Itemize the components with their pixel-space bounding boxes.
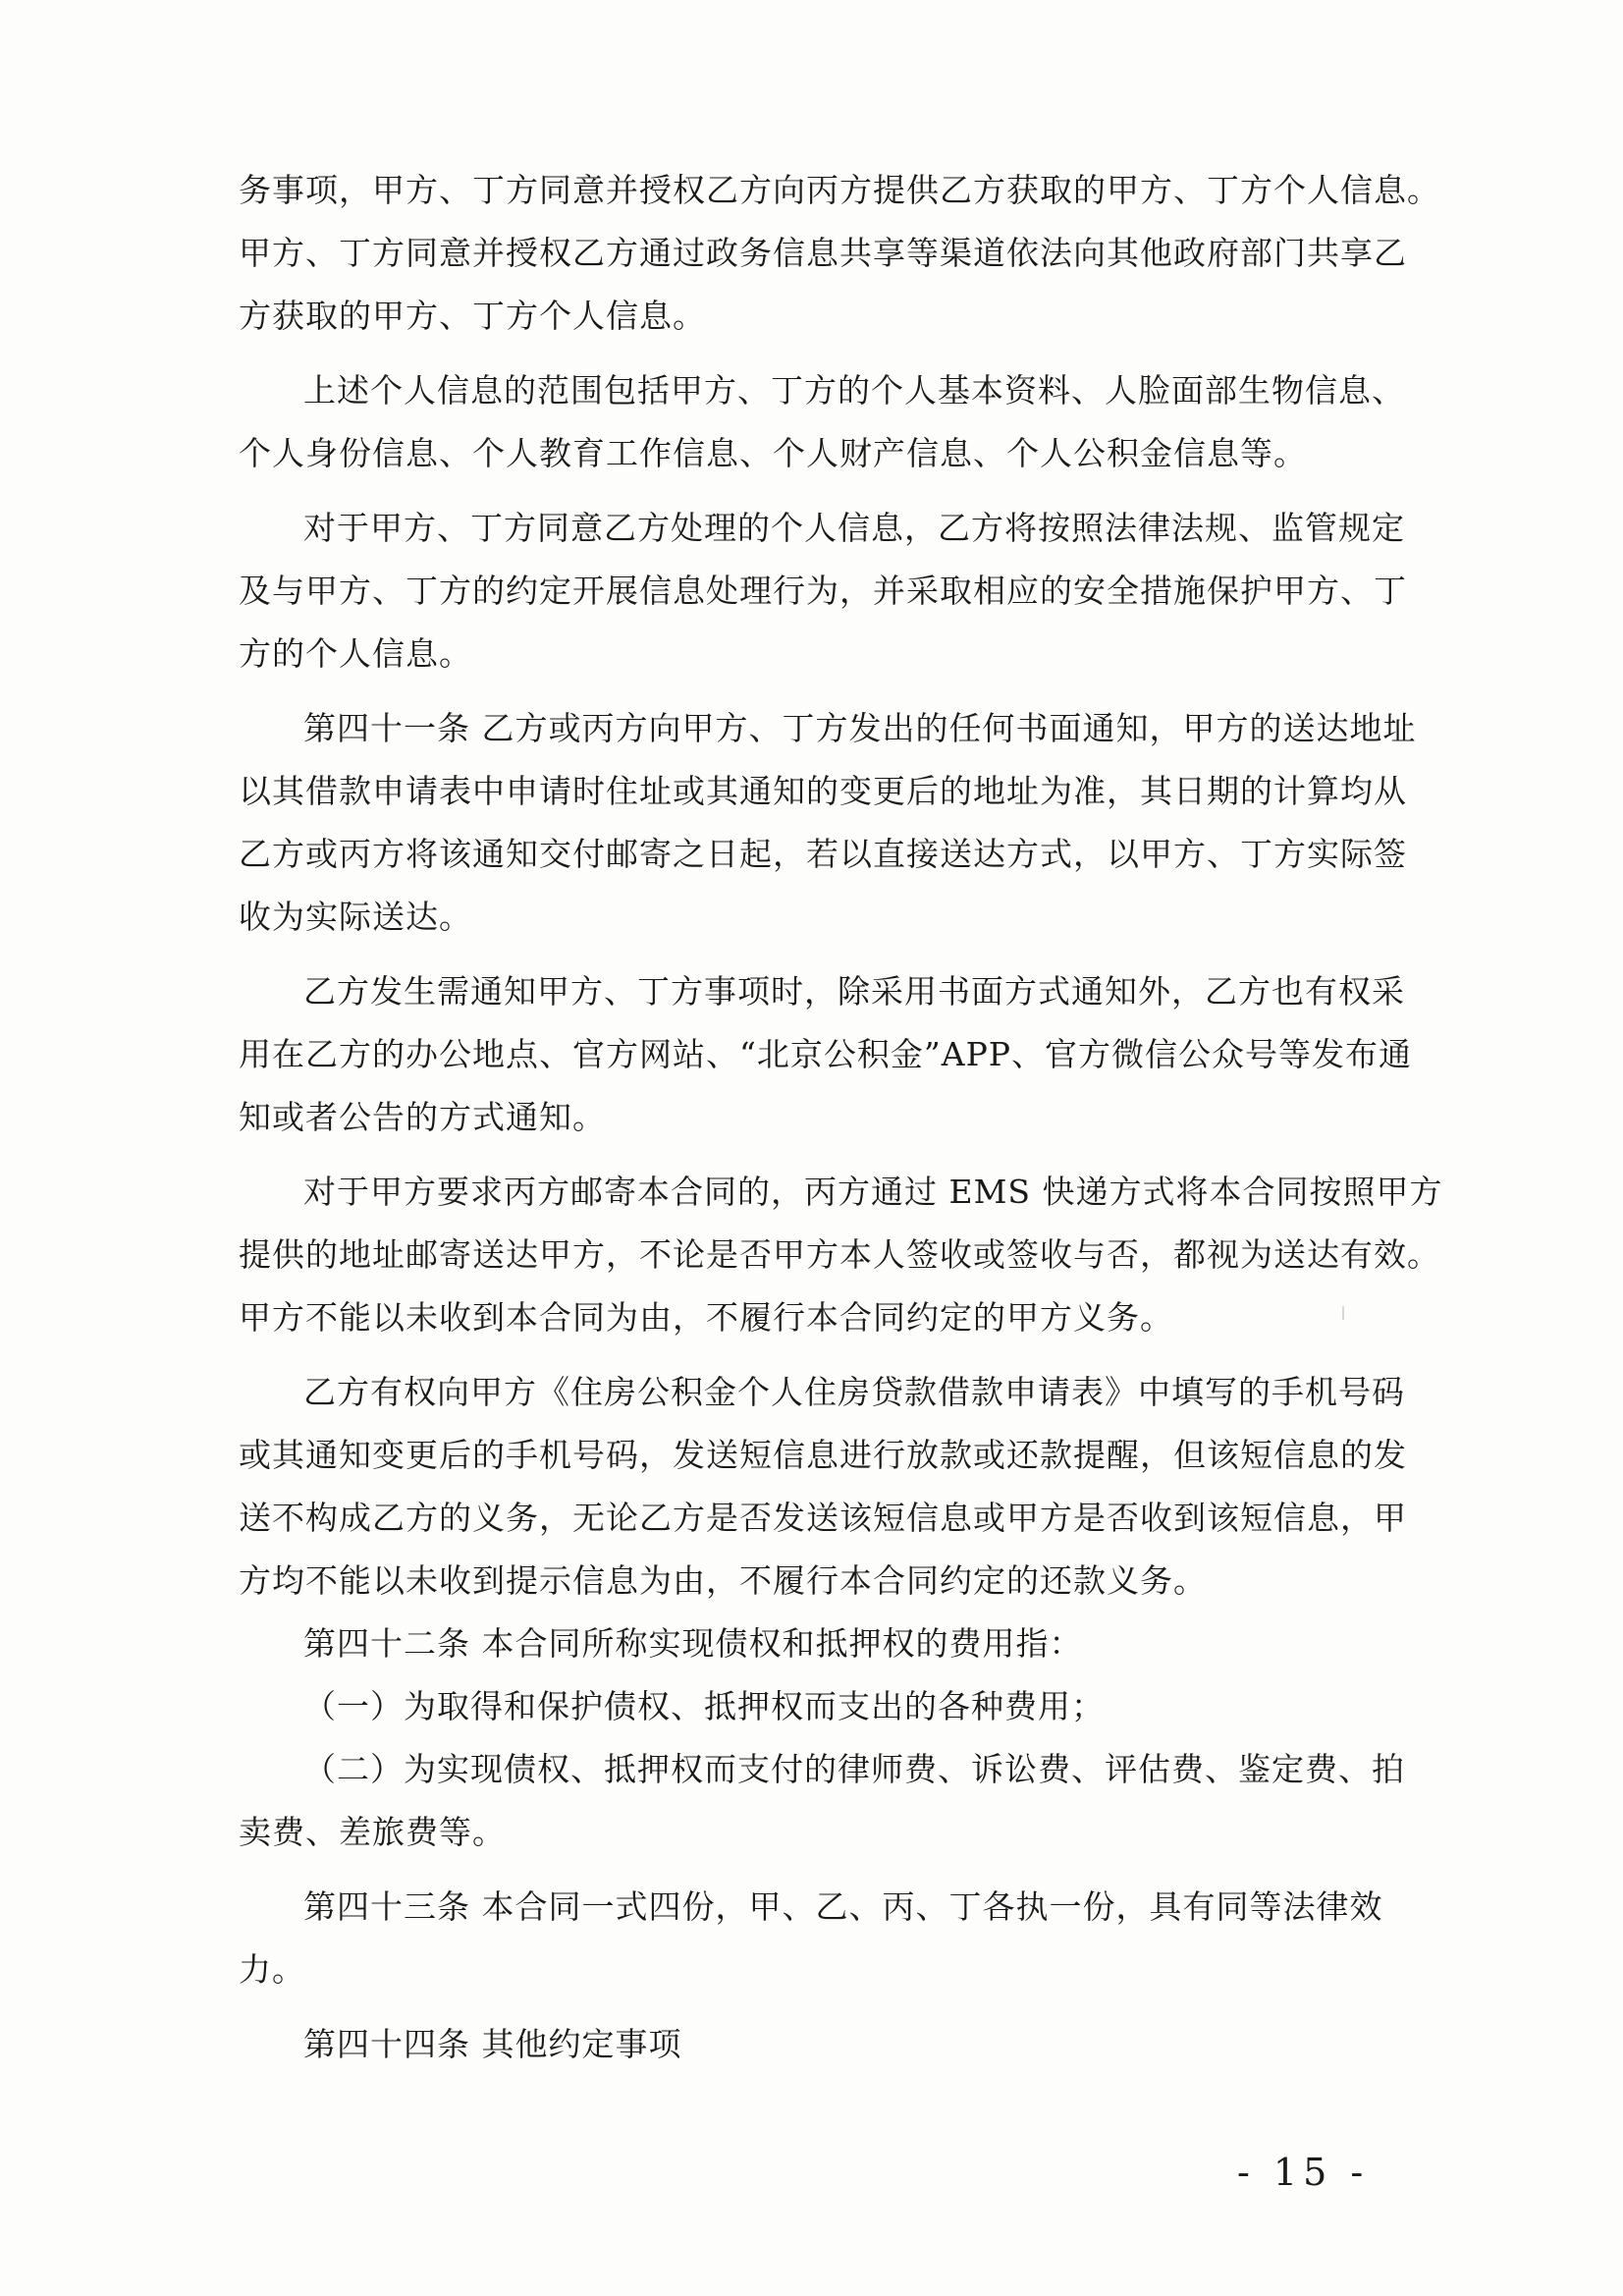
text-line: 卖费、差旅费等。 [239,1813,506,1851]
text-line: 乙方或丙方将该通知交付邮寄之日起，若以直接送达方式，以甲方、丁方实际签 [239,835,1407,873]
text-line: 用在乙方的办公地点、官方网站、“北京公积金”APP、官方微信公众号等发布通 [239,1035,1412,1073]
text-line: 乙方有权向甲方《住房公积金个人住房贷款借款申请表》中填写的手机号码 [303,1373,1405,1411]
text-line: 送不构成乙方的义务，无论乙方是否发送该短信息或甲方是否收到该短信息，甲 [239,1499,1407,1537]
text-line: 收为实际送达。 [239,898,472,936]
text-line: 以其借款申请表中申请时住址或其通知的变更后的地址为准，其日期的计算均从 [239,772,1407,810]
article-43 [239,1876,1383,2001]
text-line: 第四十三条 本合同一式四份，甲、乙、丙、丁各执一份，具有同等法律效 [303,1887,1383,1926]
paragraph-personal-info-sharing [239,159,1440,348]
article-42-item-1 [239,1675,1378,1738]
text-line: 第四十四条 其他约定事项 [303,2025,682,2063]
article-42-item-2 [239,1738,1405,1864]
text-line: 乙方发生需通知甲方、丁方事项时，除采用书面方式通知外，乙方也有权采 [303,972,1405,1011]
text-line: 方获取的甲方、丁方个人信息。 [239,297,706,335]
page-number: - 15 - [1237,2151,1370,2194]
document-body [239,159,1443,2076]
text-line: 务事项，甲方、丁方同意并授权乙方向丙方提供乙方获取的甲方、丁方个人信息。 [239,171,1440,209]
scan-mark [1342,1306,1344,1320]
text-line: 对于甲方、丁方同意乙方处理的个人信息，乙方将按照法律法规、监管规定 [303,509,1405,547]
paragraph-contract-mailing [239,1161,1443,1349]
text-line: 第四十一条 乙方或丙方向甲方、丁方发出的任何书面通知，甲方的送达地址 [303,709,1417,747]
paragraph-sms-reminder [239,1361,1407,1613]
text-line: 力。 [239,1950,305,1989]
text-line: 甲方不能以未收到本合同为由，不履行本合同约定的甲方义务。 [239,1298,1173,1337]
text-line: 甲方、丁方同意并授权乙方通过政务信息共享等渠道依法向其他政府部门共享乙 [239,234,1407,272]
text-line: （二）为实现债权、抵押权而支付的律师费、诉讼费、评估费、鉴定费、拍 [303,1750,1405,1788]
text-line: 上述个人信息的范围包括甲方、丁方的个人基本资料、人脸面部生物信息、 [303,371,1405,410]
paragraph-personal-info-scope [239,359,1405,485]
text-line: 或其通知变更后的手机号码，发送短信息进行放款或还款提醒，但该短信息的发 [239,1436,1407,1474]
text-line: 对于甲方要求丙方邮寄本合同的，丙方通过 EMS 快递方式将本合同按照甲方 [303,1173,1443,1211]
paragraph-notification-methods [239,960,1412,1149]
article-44 [239,2013,1378,2076]
article-42 [239,1613,1378,1675]
text-line: 方均不能以未收到提示信息为由，不履行本合同约定的还款义务。 [239,1561,1207,1600]
paragraph-personal-info-processing [239,497,1407,685]
text-line: （一）为取得和保护债权、抵押权而支出的各种费用； [303,1687,1105,1725]
text-line: 个人身份信息、个人教育工作信息、个人财产信息、个人公积金信息等。 [239,434,1307,472]
text-line: 提供的地址邮寄送达甲方，不论是否甲方本人签收或签收与否，都视为送达有效。 [239,1235,1440,1274]
text-line: 第四十二条 本合同所称实现债权和抵押权的费用指： [303,1624,1083,1663]
text-line: 及与甲方、丁方的约定开展信息处理行为，并采取相应的安全措施保护甲方、丁 [239,572,1407,610]
article-41 [239,697,1417,949]
text-line: 方的个人信息。 [239,634,472,673]
text-line: 知或者公告的方式通知。 [239,1098,606,1136]
